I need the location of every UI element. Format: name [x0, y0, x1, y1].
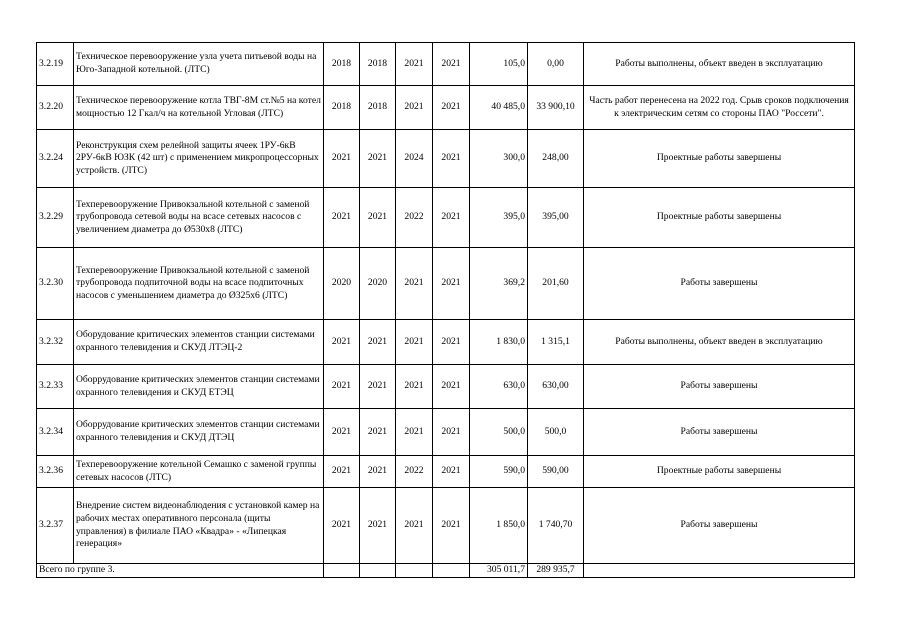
- year-cell: 2021: [433, 456, 470, 488]
- value-cell: 500,0: [528, 409, 584, 456]
- year-cell: 2024: [396, 130, 433, 188]
- year-cell: 2021: [433, 86, 470, 130]
- year-cell: 2021: [396, 320, 433, 365]
- year-cell: 2021: [360, 409, 396, 456]
- year-cell: 2020: [360, 248, 396, 320]
- year-cell: 2021: [396, 365, 433, 409]
- year-cell: 2021: [324, 130, 360, 188]
- total-row: [37, 564, 855, 578]
- value-cell: 40 485,0: [470, 86, 528, 130]
- year-cell: 2021: [396, 488, 433, 564]
- row-name: Техперевооружение Привокзальной котельной с заменой трубопровода подпиточной воды на всасе подпиточных насосов с уменьшением диаметра до Ø325х6 (ЛТС): [74, 248, 324, 320]
- value-cell: 500,0: [470, 409, 528, 456]
- empty-cell: [360, 564, 396, 578]
- year-cell: 2022: [396, 188, 433, 248]
- year-cell: 2021: [433, 409, 470, 456]
- table-row: [37, 456, 855, 488]
- year-cell: 2021: [433, 188, 470, 248]
- row-name: Внедрение систем видеонаблюдения с установкой камер на рабочих местах оперативного персонала (щиты управления) в филиале ПАО «Квадра» - «Липецкая генерация»: [74, 488, 324, 564]
- value-cell: 33 900,10: [528, 86, 584, 130]
- row-number: 3.2.29: [37, 188, 74, 248]
- value-cell: 1 830,0: [470, 320, 528, 365]
- row-name: Оборудование критических элементов станции системами охранного телевидения и СКУД ЛТЭЦ-2: [74, 320, 324, 365]
- note-cell: Работы завершены: [584, 248, 855, 320]
- year-cell: 2020: [324, 248, 360, 320]
- row-number: 3.2.36: [37, 456, 74, 488]
- value-cell: 395,0: [470, 188, 528, 248]
- note-cell: Проектные работы завершены: [584, 456, 855, 488]
- row-number: 3.2.37: [37, 488, 74, 564]
- value-cell: 369,2: [470, 248, 528, 320]
- row-name: Техническое перевооружение узла учета питьевой воды на Юго-Западной котельной. (ЛТС): [74, 43, 324, 86]
- note-cell: Часть работ перенесена на 2022 год. Срыв сроков подключения к электрическим сетям со стороны ПАО "Россети".: [584, 86, 855, 130]
- table-row: [37, 320, 855, 365]
- year-cell: 2021: [360, 188, 396, 248]
- row-number: 3.2.20: [37, 86, 74, 130]
- year-cell: 2022: [396, 456, 433, 488]
- year-cell: 2018: [324, 86, 360, 130]
- value-cell: 300,0: [470, 130, 528, 188]
- value-cell: 105,0: [470, 43, 528, 86]
- note-cell: Проектные работы завершены: [584, 130, 855, 188]
- table-row: [37, 488, 855, 564]
- year-cell: 2021: [324, 456, 360, 488]
- table-row: [37, 86, 855, 130]
- table-row: [37, 365, 855, 409]
- value-cell: 1 740,70: [528, 488, 584, 564]
- year-cell: 2021: [324, 365, 360, 409]
- year-cell: 2021: [324, 409, 360, 456]
- value-cell: 590,0: [470, 456, 528, 488]
- table-row: [37, 409, 855, 456]
- row-name: Оборрудование критических элементов станции системами охранного телевидения и СКУД ДТЭЦ: [74, 409, 324, 456]
- row-number: 3.2.24: [37, 130, 74, 188]
- value-cell: 1 315,1: [528, 320, 584, 365]
- row-number: 3.2.19: [37, 43, 74, 86]
- value-cell: 201,60: [528, 248, 584, 320]
- table-row: [37, 248, 855, 320]
- empty-cell: [433, 564, 470, 578]
- year-cell: 2021: [396, 409, 433, 456]
- year-cell: 2021: [433, 248, 470, 320]
- empty-cell: [396, 564, 433, 578]
- year-cell: 2021: [324, 320, 360, 365]
- value-cell: 0,00: [528, 43, 584, 86]
- note-cell: Работы завершены: [584, 488, 855, 564]
- note-cell: Проектные работы завершены: [584, 188, 855, 248]
- value-cell: 630,0: [470, 365, 528, 409]
- row-name: Реконструкция схем релейной защиты ячеек 1РУ-6кВ 2РУ-6кВ ЮЗК (42 шт) с применением микропроцессорных устройств. (ЛТС): [74, 130, 324, 188]
- year-cell: 2021: [360, 488, 396, 564]
- empty-cell: [584, 564, 855, 578]
- year-cell: 2021: [360, 456, 396, 488]
- row-number: 3.2.30: [37, 248, 74, 320]
- table-row: [37, 130, 855, 188]
- year-cell: 2018: [360, 86, 396, 130]
- year-cell: 2018: [360, 43, 396, 86]
- year-cell: 2021: [396, 43, 433, 86]
- year-cell: 2021: [433, 43, 470, 86]
- table-row: [37, 43, 855, 86]
- year-cell: 2021: [433, 320, 470, 365]
- year-cell: 2021: [360, 320, 396, 365]
- year-cell: 2021: [324, 488, 360, 564]
- row-name: Техническое перевооружение котла ТВГ-8М ст.№5 на котел мощностью 12 Гкал/ч на котельной Угловая (ЛТС): [74, 86, 324, 130]
- value-cell: 248,00: [528, 130, 584, 188]
- year-cell: 2021: [396, 248, 433, 320]
- total-label: Всего по группе 3.: [37, 564, 324, 578]
- value-cell: 1 850,0: [470, 488, 528, 564]
- year-cell: 2021: [433, 365, 470, 409]
- row-number: 3.2.33: [37, 365, 74, 409]
- row-name: Техперевооружение Привокзальной котельной с заменой трубопровода сетевой воды на всасе сетевых насосов с увеличением диаметра до Ø530х8 (ЛТС): [74, 188, 324, 248]
- row-name: Техперевооружение котельной Семашко с заменой группы сетевых насосов (ЛТС): [74, 456, 324, 488]
- value-cell: 630,00: [528, 365, 584, 409]
- row-number: 3.2.32: [37, 320, 74, 365]
- note-cell: Работы завершены: [584, 409, 855, 456]
- year-cell: 2021: [433, 130, 470, 188]
- row-name: Оборрудование критических элементов станции системами охранного телевидения и СКУД ЕТЭЦ: [74, 365, 324, 409]
- empty-cell: [324, 564, 360, 578]
- year-cell: 2021: [360, 365, 396, 409]
- row-number: 3.2.34: [37, 409, 74, 456]
- year-cell: 2018: [324, 43, 360, 86]
- year-cell: 2021: [324, 188, 360, 248]
- report-table: [36, 42, 855, 578]
- total-value: 289 935,7: [528, 564, 584, 578]
- year-cell: 2021: [396, 86, 433, 130]
- year-cell: 2021: [433, 488, 470, 564]
- table-row: [37, 188, 855, 248]
- note-cell: Работы завершены: [584, 365, 855, 409]
- year-cell: 2021: [360, 130, 396, 188]
- total-value: 305 011,7: [470, 564, 528, 578]
- value-cell: 395,00: [528, 188, 584, 248]
- note-cell: Работы выполнены, объект введен в эксплуатацию: [584, 43, 855, 86]
- note-cell: Работы выполнены, объект введен в эксплуатацию: [584, 320, 855, 365]
- value-cell: 590,00: [528, 456, 584, 488]
